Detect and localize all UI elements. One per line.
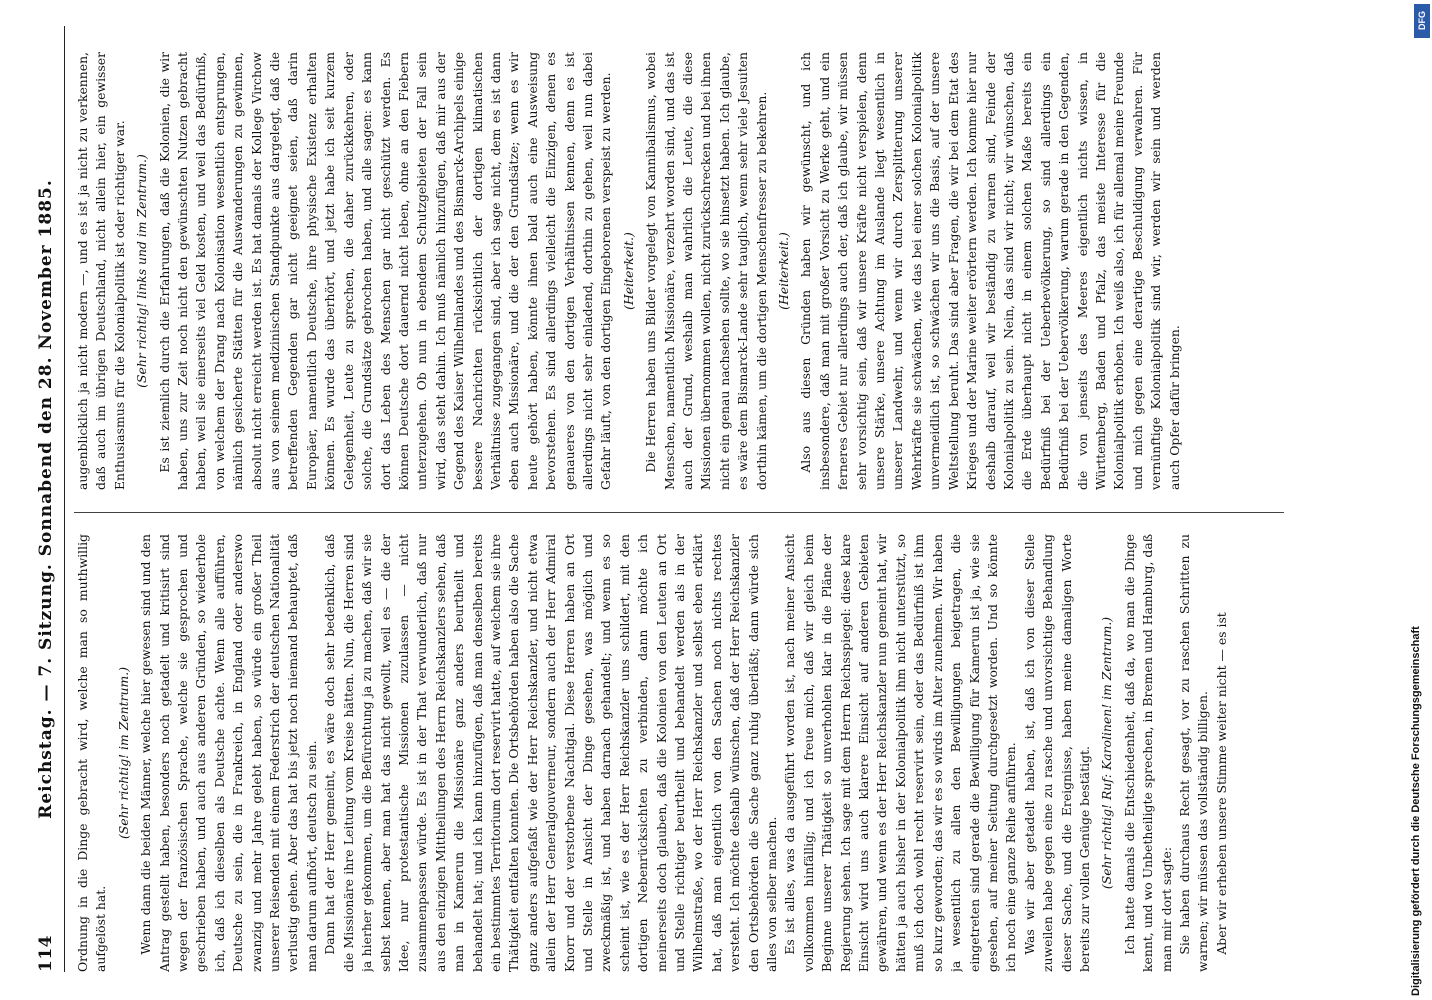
left-column — [74, 534, 1284, 972]
paragraph: Es ist alles, was da ausgeführt worden ist, nach meiner Ansicht vollkommen hinfällig; und ich freue mich, daß wir gleich beim Beginne unserer Thätigkeit so unverhohlen klar in die Pläne der Regierung sehen. Ich sage mit dem Herrn Reichsspiegel: diese klare Einsicht wird uns auch klarere Einsicht auf anderen Gebieten gewähren, und wenn es der Herr Reichskanzler nun gemeint hat, wir hätten ja auch bisher in der Kolonialpolitik ihm nicht unterstützt, so muß ich doch wohl recht reservirt sein, oder das Bedürfniß ist ihm so kurz geworden; das wir es so wirds im Alter zunehmen. Wir haben ja wesentlich zu allen den Bewilligungen beigetragen, die eingetreten sind gerade die Bewilligung für Kamerun ist ja, wie sie gesehen, auf meiner Seitung durchgesetzt worden. Und so könnte ich noch eine ganze Reihe anführen. — [782, 534, 1019, 972]
column-separator — [74, 512, 1284, 513]
interjection: (Sehr richtig! Ruf: Karolinen! im Zentrum.) — [1099, 616, 1115, 890]
interjection: (Heiterkeit.) — [620, 232, 636, 310]
interjection: (Sehr richtig! im Zentrum.) — [115, 666, 131, 840]
right-column — [74, 52, 1284, 490]
dfg-logo-badge: DFG — [1414, 4, 1430, 38]
paragraph: Die Herren haben uns Bilder vorgelegt von Kannibalismus, wobei Menschen, namentlich Missionäre, verzehrt worden sind, und das ist auch der Grund, weshalb man wahrlich die Leute, die diese Missionen übernommen wollen, nicht zurückschrecken und bei ihnen nicht ein genau nachsehen sollte, wo sie hinsetzt haben. Ich glaube, es wäre dem Bismarck-Lande sehr tauglich, wenn sehr viele Jesuiten dorthin kämen, um die dortigen Menschenfresser zu bekehren. — [643, 52, 769, 490]
header-rule — [64, 26, 65, 972]
header-title: Reichstag. — 7. Sitzung. Sonnabend den 28. November 1885. — [36, 179, 56, 819]
page-header — [22, 0, 56, 1000]
interjection: (Heiterkeit.) — [776, 232, 792, 310]
paragraph: Also aus diesen Gründen haben wir gewünscht, und ich insbesondere, daß man mit großer Vorsicht zu Werke geht, und ein ferneres Gebiet nur allerdings auch der, daß ich glaube, wir müssen sehr vorsichtig sein, daß wir unsere Kräfte nicht verspielen, denn unsere Stärke, unsere Achtung im Auslande liegt wesentlich in unserer Landwehr, und wenn wir durch Zersplitterung unserer Wehrkräfte sie schwächen, wie das bei einer solchen Kolonialpolitik unvermeidlich ist, so schwächen wir uns die Basis, auf der unsere Weltstellung beruht. Das sind aber Fragen, die wir bei dem Etat des Krieges und der Marine weiter erörtern werden. Ich komme hier nur deshalb darauf, weil wir beständig zu warnen sind, Feinde der Kolonialpolitik zu sein. Nein, das sind wir nicht; wir wünschen, daß die Erde überhaupt nicht in einem solchen Maße bereits ein Bedürfniß bei der Ueberbevölkerung, so sind allerdings ein Bedürfniß bei der Uebervölkerung, warum gerade in den Gegenden, die von jenseits des Meeres eigentlich nichts wissen, in Württemberg, Baden und Pfalz, das meiste Interesse für die Kolonialpolitik erhoben. Ich weiß also, ich für allemal meine Freunde und mich gegen eine derartige Beschuldigung verwahren. Für vernünftige Kolonialpolitik sind wir, werden wir sein und werden auch Opfer dafür bringen. — [798, 52, 1182, 490]
page-number: 114 — [36, 935, 56, 972]
interjection: (Sehr richtig! links und im Zentrum.) — [134, 154, 150, 388]
paragraph: Ich hatte damals die Entschiedenheit, daß da, wo man die Dinge kennt, und wo Unbetheiligte sprechen, in Bremen und Hamburg, daß man mir dort sagte: — [1121, 534, 1174, 972]
paragraph: Ordnung in die Dinge gebracht wird, welche man so muthwillig aufgelöst hat. — [75, 534, 109, 972]
paragraph: augenblicklich ja nicht modern —, und es ist ja nicht zu verkennen, daß auch im übrigen Deutschland, nicht allein hier, ein gewisser Enthusiasmus für die Kolonialpolitik ist oder richtiger war. — [75, 52, 127, 490]
paragraph: Dann hat der Herr gemeint, es wäre doch sehr bedenklich, daß die Missionäre ihre Leitung vom Kreise hätten. Nun, die Herren sind ja hierher gekommen, um die Befürchtung ja zu machen, daß wir sie selbst kennen, aber man hat das nicht gewollt, weil es — die der Idee, nur protestantische Missionen zuzulassen — nicht zusammenpassen würde. Es ist in der That verwunderlich, daß nur aus den einzigen Mittheilungen des Herrn Reichskanzlers sehen, daß man in Kamerun die Missionäre ganz anders beurtheilt und behandelt hat; und ich kann hinzufügen, daß man denselben bereits ein bestimmtes Territorium dort reservirt hatte, auf welchem sie ihre Thätigkeit entfalten konnten. Die Ortsbehörden haben also die Sache ganz anders aufgefaßt wie der Herr Reichskanzler, und nicht etwa allein der Herr Generalgouverneur, sondern auch der Herr Admiral Knorr und der verstorbene Nachtigal. Diese Herren haben an Ort und Stelle in Ansicht der Dinge gesehen, was möglich und zweckmäßig ist, und haben darnach gehandelt; und wenn es so scheint ist, wie es der Herr Reichskanzler uns schildert, mit den dortigen Nebenrücksichten zu verbinden, dann möchte ich meinerseits doch glauben, daß die Kolonien von den Leuten an Ort und Stelle richtiger beurtheilt und behandelt werden als in der Wilhelmstraße, wo der Herr Reichskanzler und selbst eben erklärt hat, daß man eigentlich von den Sachen noch nichts rechtes versteht. Ich möchte deshalb wünschen, daß der Herr Reichskanzler den Ortsbehörden die Sache ganz ruhig überläßt; dann würde sich alles von selber machen. — [322, 534, 780, 972]
credit-sidebar — [1402, 0, 1432, 1000]
paragraph: Sie haben durchaus Recht gesagt, vor zu raschen Schritten zu warnen; wir müssen das vollständig billigen. — [1176, 534, 1211, 972]
credit-text: Digitalisierung gefördert durch die Deutsche Forschungsgemeinschaft — [1410, 626, 1422, 996]
paragraph: Was wir aber getadelt haben, ist, daß ich von dieser Stelle zuweilen habe gegen eine zu rasche und unvorsichtige Behandlung dieser Sache, und die Ereignisse, haben meine damaligen Worte bereits zur vollen Genüge bestätigt. — [1021, 534, 1092, 972]
paragraph: Aber wir erheben unsere Stimme weiter nicht — es ist — [1213, 612, 1229, 955]
paragraph: Es ist ziemlich durch die Erfahrungen, daß die Kolonien, die wir haben, uns zur Zeit noch nicht den gewünschten Nutzen gebracht haben, weil sie einerseits viel Geld kosten, und weil das Bedürfniß, von welchem der Drang nach Kolonisation wesentlich entsprungen, nämlich gesicherte Stätten für die Auswanderungen zu gewinnen, absolut nicht erreicht werden ist. Es hat damals der Kollege Virchow aus von seinem medizinischen Standpunkte aus dargelegt, daß die betreffenden Gegenden gar nicht geeignet seien, daß darin Europäer, namentlich Deutsche, ihre physische Existenz erhalten können. Es wurde das überhört, und jetzt habe ich seit kurzem Gelegenheit, Leute zu sprechen, die daher zurückkehren, oder solche, die Grundsätze gebrochen haben, und alle sagen: es kann dort das Leben des Menschen gar nicht geschützt werden. Es können Deutsche dort dauernd nicht leben, ohne an den Fiebern unterzugehen. Ob nun in ebendem Schutzgebieten der Fall sein wird, das steht dahin. Ich muß nämlich hinzufügen, daß mir aus der Gegend des Kaiser Wilhelmlandes und des Bismarck-Archipels einige bessere Nachrichten rücksichtlich der dortigen klimatischen Verhältnisse zugegangen sind, aber ich sage nicht, dem es ist dann eben auch Missionäre, und die der den Grundsätze; wenn es wir heute gehört haben, könnte ihnen bald auch eine Ausweisung bevorstehen. Es sind allerdings vielleicht die Einzigen, denen es genaueres von den dortigen Verhältnissen kennen, denn es ist allerdings nicht sehr einladend, dorthin zu gehen, weil nun dabei Gefahr läuft, von den dortigen Eingeborenen verspeist zu werden. — [156, 52, 614, 490]
paragraph: Wenn dann die beiden Männer, welche hier gewesen sind und den Antrag gestellt haben, besonders noch getadelt und kritisirt sind wegen der französischen Sprache, welche sie gesprochen und geschrieben haben, und auch aus anderen Gründen, so wiederhole ich, daß ich dieselben als Deutsche achte. Wenn alle aufführen, Deutsche zu sein, die in Frankreich, in England oder anderswo zwanzig und mehr Jahre gelebt haben, so würde ein großer Theil unserer Reisenden mit einem Federstrich der deutschen Nationalität verlustig gehen. Aber das hat bis jetzt noch niemand behauptet, daß man darum aufhört, deutsch zu sein. — [138, 534, 319, 972]
